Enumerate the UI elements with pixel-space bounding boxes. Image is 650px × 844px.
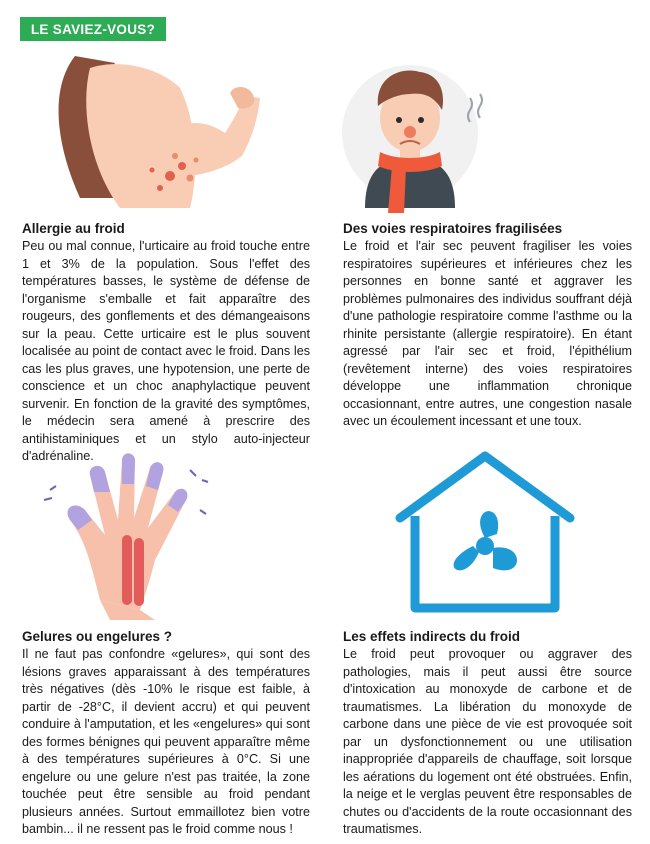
section-title: Allergie au froid — [22, 221, 125, 236]
house-fan-icon — [385, 448, 585, 618]
section-respiratory — [343, 220, 632, 431]
sick-person-icon — [340, 48, 500, 218]
section-frostbite — [22, 628, 310, 839]
section-title: Des voies respiratoires fragilisées — [343, 221, 563, 236]
section-indirect-effects — [343, 628, 632, 839]
section-body: Il ne faut pas confondre «gelures», qui sont des lésions graves apparaissant à des températures très négatives (dès -10% le risque est faible, à partir de -28°C, il devient accru) et qui peuvent conduire à l'amputation, et les «engelures» qui sont des formes bénignes qui peuvent apparaître même à des températures supérieures à 0°C. Si une engelure ou une gelure n'est pas traitée, la zone touchée peut être sensible au froid pendant plusieurs années. Surtout emmaillotez bien votre bambin... il ne ressent pas le froid comme nous ! — [22, 647, 310, 836]
section-title: Gelures ou engelures ? — [22, 629, 173, 644]
section-badge: LE SAVIEZ-VOUS? — [20, 17, 166, 41]
arm-rash-icon — [20, 48, 300, 218]
section-title: Les effets indirects du froid — [343, 629, 521, 644]
section-allergy — [22, 220, 310, 466]
section-body: Peu ou mal connue, l'urticaire au froid touche entre 1 et 3% de la population. Sous l'effet des températures basses, le système de défense de l'organisme s'emballe et fait apparaître des rougeurs, des gonflements et des démangeaisons sur la peau. Cette urticaire est le plus souvent localisée au point de contact avec le froid. Dans les cas les plus graves, une hypotension, une perte de conscience et un choc anaphylactique peuvent survenir. En fonction de la gravité des symptômes, le médecin sera amené à prescrire des antihistaminiques et un stylo auto-injecteur d'adrénaline. — [22, 239, 310, 463]
section-body: Le froid peut provoquer ou aggraver des pathologies, mais il peut aussi être source d'intoxication au monoxyde de carbone et de traumatismes. La libération du monoxyde de carbone dans une pièce de vie est provoquée soit par un dysfonctionnement ou une utilisation inappropriée d'appareils de chauffage, soit lorsque les aérations du logement ont été obstruées. Enfin, la neige et le verglas peuvent être responsables de chutes ou d'accidents de la route occasionnant des traumatismes. — [343, 647, 632, 836]
cold-hand-icon — [30, 450, 230, 620]
section-body: Le froid et l'air sec peuvent fragiliser les voies respiratoires supérieures et inférieures chez les personnes en bonne santé et aggraver les problèmes pulmonaires des individus souffrant déjà d'une pathologie respiratoire comme l'asthme ou la rhinite persistante (allergie respiratoire). En étant agressé par l'air sec et froid, l'épithélium (revêtement interne) des voies respiratoires développe une inflammation chronique occasionnant, entre autres, une congestion nasale avec un écoulement incessant et une toux. — [343, 239, 632, 428]
